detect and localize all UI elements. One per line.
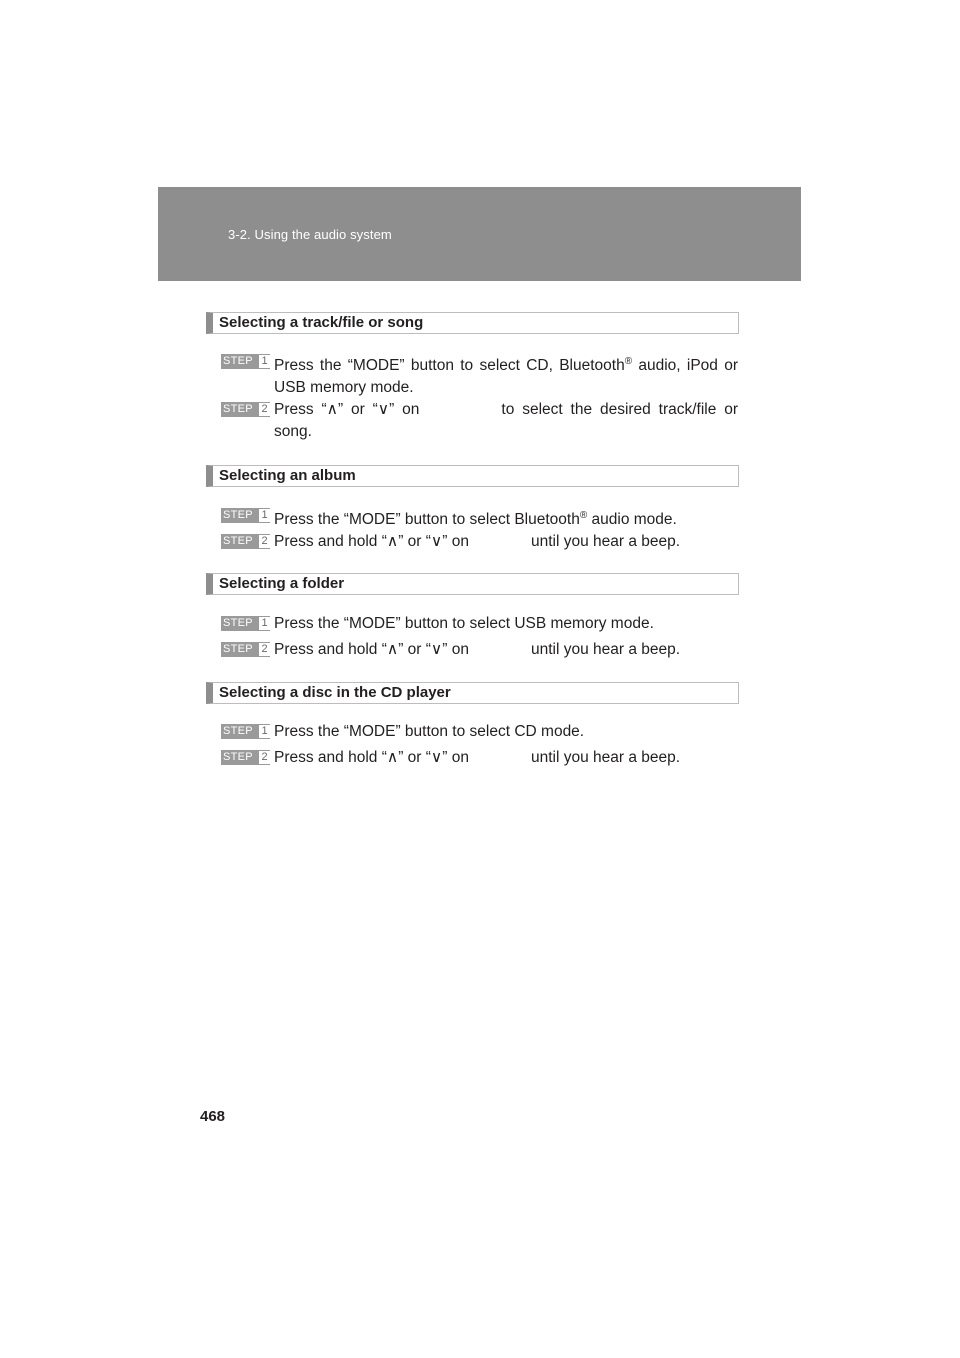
step-badge-label: STEP (223, 355, 253, 367)
step-text: Press and hold “∧” or “∨” on until you hear a beep. (274, 641, 681, 658)
chapter-title: 3-2. Using the audio system (228, 227, 392, 242)
step-badge (221, 750, 270, 765)
step-badge-number: 1 (259, 725, 270, 738)
step-badge-label: STEP (223, 509, 253, 521)
step-badge-number: 1 (259, 617, 270, 630)
step-badge-number: 2 (259, 403, 270, 416)
step-badge-number: 1 (259, 509, 270, 522)
step-text: Press the “MODE” button to select CD mode. (274, 723, 585, 740)
step-badge (221, 402, 270, 417)
step-badge-number: 1 (259, 355, 270, 368)
step-badge (221, 642, 270, 657)
step-badge-label: STEP (223, 643, 253, 655)
step-badge-label: STEP (223, 725, 253, 737)
section-heading-disc (206, 682, 739, 704)
step-text: Press and hold “∧” or “∨” on until you hear a beep. (274, 533, 681, 550)
step-text: Press the “MODE” button to select CD, Bluetooth® audio, iPod or USB memory mode. (274, 356, 738, 397)
section-title: Selecting an album (219, 467, 356, 484)
section-heading-folder (206, 573, 739, 595)
section-title: Selecting a folder (219, 575, 345, 592)
step-badge (221, 724, 270, 739)
step-badge (221, 534, 270, 549)
step-badge-label: STEP (223, 617, 253, 629)
section-heading-track (206, 312, 739, 334)
page-number: 468 (200, 1108, 226, 1125)
step-badge (221, 354, 270, 369)
step-text: Press the “MODE” button to select USB memory mode. (274, 615, 654, 632)
step-badge-number: 2 (259, 535, 270, 548)
step-badge-label: STEP (223, 535, 253, 547)
step-badge-label: STEP (223, 751, 253, 763)
section-heading-album (206, 465, 739, 487)
step-badge-number: 2 (259, 751, 270, 764)
step-text: Press “∧” or “∨” on to select the desired track/file or song. (274, 401, 738, 440)
step-badge-number: 2 (259, 643, 270, 656)
step-text: Press and hold “∧” or “∨” on until you hear a beep. (274, 749, 681, 766)
section-title: Selecting a disc in the CD player (219, 684, 451, 701)
section-title: Selecting a track/file or song (219, 314, 424, 331)
step-badge (221, 616, 270, 631)
chapter-header (158, 187, 801, 281)
step-badge (221, 508, 270, 523)
step-badge-label: STEP (223, 403, 253, 415)
step-text: Press the “MODE” button to select Bluetooth® audio mode. (274, 510, 677, 529)
